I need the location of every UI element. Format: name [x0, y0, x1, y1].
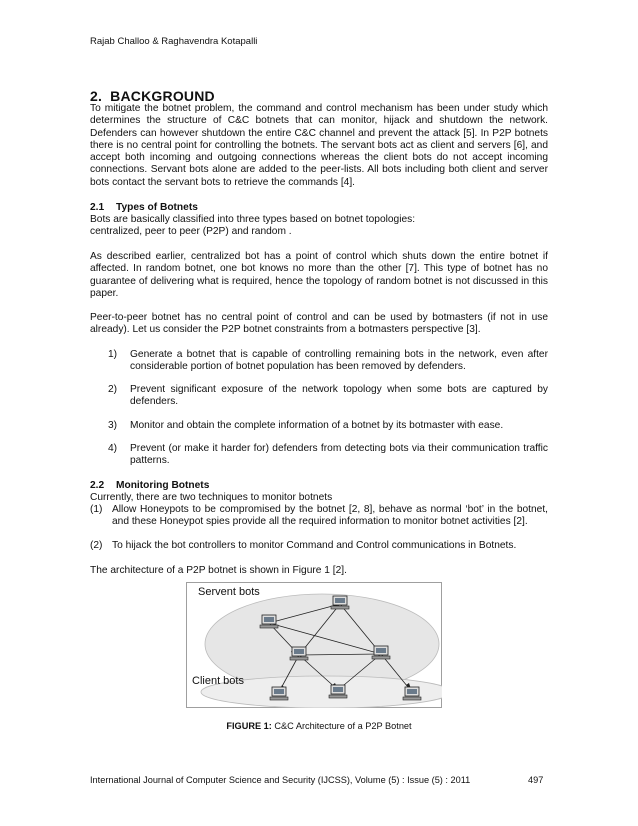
servent-bots-label: Servent bots [198, 586, 260, 598]
monitoring-intro: Currently, there are two techniques to monitor botnets [90, 492, 333, 503]
figure-caption [0, 721, 638, 731]
section-title: BACKGROUND [110, 88, 215, 104]
section-number: 2. [90, 88, 103, 104]
caption-text: C&C Architecture of a P2P Botnet [271, 721, 412, 731]
architecture-sentence: The architecture of a P2P botnet is shown in Figure 1 [2]. [90, 565, 347, 576]
p2p-botnet-paragraph: Peer-to-peer botnet has no central point of control and can be used by botmasters (if not in use already). Let us consider the P2P botnet constraints from a botmasters perspective [3]. [90, 312, 548, 336]
subsection-heading-types [90, 202, 198, 213]
computer-icon [329, 685, 347, 698]
subsection-heading-monitoring [90, 480, 209, 491]
journal-footer: International Journal of Computer Science and Security (IJCSS), Volume (5) : Issue (5) : 2011 [90, 775, 471, 785]
background-paragraph: To mitigate the botnet problem, the command and control mechanism has been under study which determines the structure of C&C botnets that can monitor, hijack and shutdown the network. Defenders can however shutdown the entire C&C channel and prevent the attack [5]. In P2P botnets there is no central point for controlling the botnets. The servant bots act as client and servers [6], and accept both incoming and outgoing connections whereas the client bots do not accept incoming connections. Servant bots alone are added to the peer-lists. All bots including both client and server bots contact the servant bots to retrieve the commands [4]. [90, 103, 548, 188]
computer-icon [270, 687, 288, 700]
computer-icon [372, 646, 390, 659]
list-text: To hijack the bot controllers to monitor Command and Control communications in Botnets. [112, 540, 517, 551]
list-text: Generate a botnet that is capable of controlling remaining bots in the network, even after considerable portion of botnet population has been removed by defenders. [130, 349, 548, 373]
computer-icon [260, 615, 278, 628]
list-item [108, 420, 548, 432]
subsection-title: Types of Botnets [116, 202, 198, 213]
list-item [108, 349, 548, 374]
computer-icon [290, 647, 308, 660]
running-header: Rajab Challoo & Raghavendra Kotapalli [90, 36, 258, 47]
types-intro-line-2: centralized, peer to peer (P2P) and random . [90, 226, 292, 237]
list-item [90, 540, 548, 552]
page-number: 497 [528, 775, 544, 785]
list-text: Monitor and obtain the complete information of a botnet by its botmaster with ease. [130, 420, 504, 431]
list-number: 2) [108, 384, 118, 395]
p2p-botnet-figure [186, 582, 442, 708]
subsection-number: 2.1 [90, 202, 105, 213]
computer-icon [403, 687, 421, 700]
list-text: Allow Honeypots to be compromised by the botnet [2, 8], behave as normal ‘bot’ in the botnet, and these Honeypot spies provide all the required information to monitor botnet activities [2]. [112, 504, 548, 528]
list-item [108, 384, 548, 409]
client-bots-label: Client bots [192, 675, 244, 687]
subsection-title: Monitoring Botnets [116, 480, 210, 491]
list-number: (1) [90, 504, 103, 515]
subsection-number: 2.2 [90, 480, 105, 491]
list-text: Prevent significant exposure of the network topology when some bots are captured by defenders. [130, 384, 548, 408]
computer-icon [331, 596, 349, 609]
types-intro-line-1: Bots are basically classified into three types based on botnet topologies: [90, 214, 416, 225]
random-botnet-paragraph: As described earlier, centralized bot has a point of control which shuts down the entire botnet if affected. In random botnet, one bot knows no more than the other [7]. This type of botnet has no guarantee of delivering what is required, hence the topology of random botnet is not discussed in this paper. [90, 251, 548, 299]
list-item [108, 443, 548, 468]
list-item [90, 504, 548, 529]
list-text: Prevent (or make it harder for) defenders from detecting bots via their communication traffic patterns. [130, 443, 548, 467]
list-number: 4) [108, 443, 118, 454]
list-number: 1) [108, 349, 118, 360]
caption-label: FIGURE 1: [226, 721, 272, 731]
list-number: 3) [108, 420, 118, 431]
list-number: (2) [90, 540, 103, 551]
section-heading [90, 88, 215, 104]
